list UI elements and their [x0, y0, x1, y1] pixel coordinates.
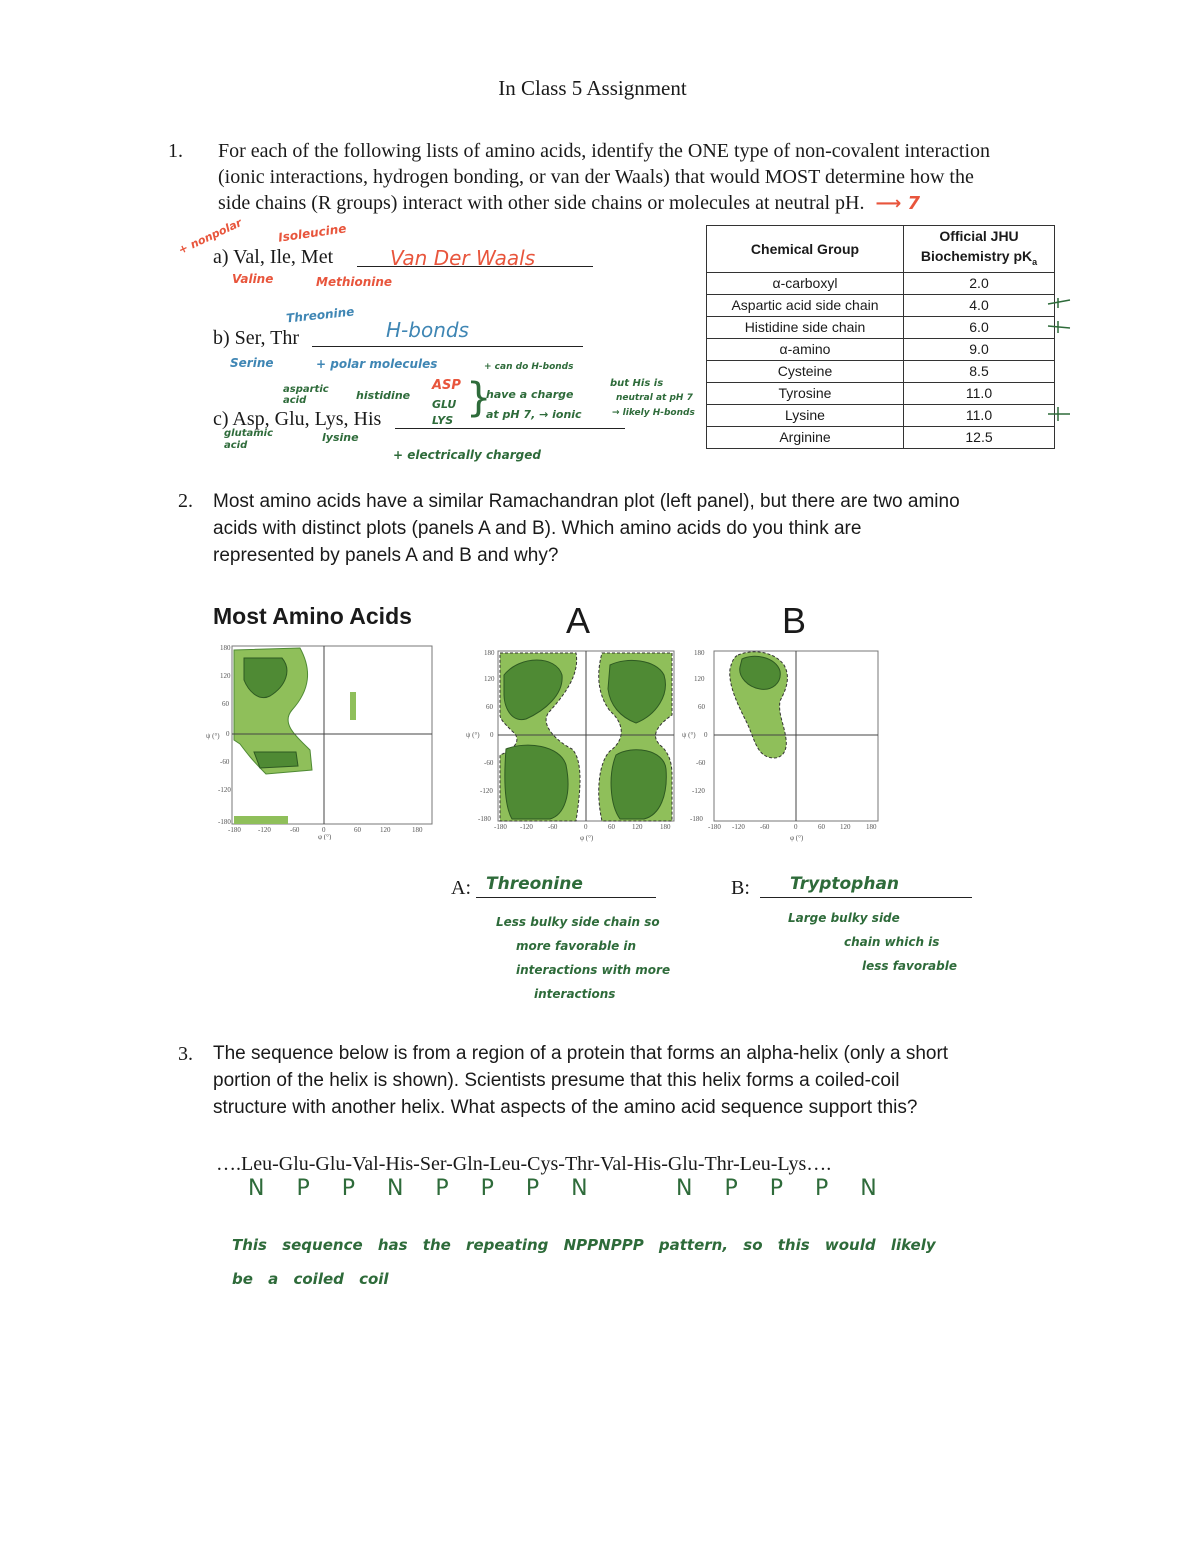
table-cell: 9.0: [904, 338, 1055, 360]
pka-table-wrap: [706, 225, 1055, 449]
table-row: [707, 316, 1055, 338]
page-title: In Class 5 Assignment: [498, 76, 687, 100]
q1a-answer: Van Der Waals: [390, 246, 536, 270]
q2-a-note-line-3: interactions with more: [516, 963, 671, 977]
tick-label: -60: [220, 758, 230, 766]
q2-a-note: [496, 910, 670, 1006]
q2-number: 2.: [178, 490, 193, 512]
table-cell: α-amino: [707, 338, 904, 360]
tick-mark-asp: [1048, 298, 1070, 308]
tick-label: -60: [290, 826, 300, 834]
q1-line-1: For each of the following lists of amino acids, identify the ONE type of non-covalent interaction: [218, 140, 991, 162]
ramachandran-most: [200, 640, 440, 840]
q1-arrow-note: ⟶ 7: [875, 193, 921, 214]
tick-label: -180: [708, 823, 721, 831]
table-cell: Tyrosine: [707, 382, 904, 404]
tick-label: 180: [866, 823, 877, 831]
note-methionine: Methionine: [316, 275, 393, 289]
tick-label: -60: [548, 823, 558, 831]
tick-label: 120: [632, 823, 643, 831]
region-dark-right-2: [611, 750, 666, 819]
q2-b-label: B:: [731, 877, 750, 899]
tick-label: 120: [380, 826, 391, 834]
table-cell: Aspartic acid side chain: [707, 294, 904, 316]
table-cell: Histidine side chain: [707, 316, 904, 338]
note-threonine: Threonine: [285, 304, 355, 326]
note-polar: + polar molecules: [316, 357, 438, 371]
q1-number: 1.: [168, 140, 183, 162]
table-row: [707, 272, 1055, 294]
pka-table-header: [707, 226, 1055, 273]
note-glu: GLU: [432, 398, 457, 411]
note-his-3: → likely H-bonds: [612, 408, 695, 418]
pka-header-group: Chemical Group: [707, 226, 904, 273]
note-glutamic: glutamic acid: [224, 428, 274, 451]
ramachandran-a: [460, 645, 680, 850]
x-ticks: [708, 823, 877, 831]
q1-line-2: (ionic interactions, hydrogen bonding, or van der Waals) that would MOST determine how the: [218, 166, 974, 188]
q3-text: [213, 1040, 1093, 1121]
note-isoleucine: Isoleucine: [277, 221, 348, 245]
note-lysine: lysine: [322, 431, 359, 444]
tick-mark-his: [1048, 321, 1070, 333]
x-axis-label: φ (°): [790, 834, 804, 842]
note-his-2: neutral at pH 7: [616, 393, 693, 403]
tick-label: 60: [818, 823, 825, 831]
tick-label: 60: [222, 700, 229, 708]
tick-label: 0: [226, 730, 230, 738]
q2-line-1: Most amino acids have a similar Ramachandran plot (left panel), but there are two amino: [213, 491, 960, 512]
q2-a-note-line-1: Less bulky side chain so: [496, 915, 660, 929]
region-dark-2: [254, 752, 298, 768]
note-brace: }: [466, 375, 492, 421]
q2-b-answer: Tryptophan: [790, 874, 900, 894]
tick-label: -180: [690, 815, 703, 823]
q2-a-answer: Threonine: [486, 874, 583, 894]
q3-answer-line-1: This sequence has the repeating NPPNPPP pattern, so this would likely: [232, 1236, 936, 1254]
note-aspartic: aspartic acid: [283, 384, 329, 406]
tick-label: 0: [704, 731, 708, 739]
q1-text: [218, 138, 1098, 217]
x-ticks: [494, 823, 671, 831]
note-histidine: histidine: [356, 389, 411, 402]
pka-table: [706, 225, 1055, 449]
region-dark-left-2: [505, 745, 568, 819]
y-axis-label: ψ (°): [466, 731, 480, 739]
q2-a-note-line-4: interactions: [534, 987, 616, 1001]
q1a-label: a) Val, Ile, Met: [213, 246, 334, 268]
table-cell: Lysine: [707, 404, 904, 426]
table-row: [707, 404, 1055, 426]
table-cell: Arginine: [707, 426, 904, 448]
q1b-blank[interactable]: [312, 346, 583, 347]
table-row: [707, 360, 1055, 382]
q1c-blank[interactable]: [395, 428, 625, 429]
table-row: [707, 338, 1055, 360]
q1b-label: b) Ser, Thr: [213, 327, 300, 349]
y-ticks: [478, 649, 495, 823]
table-cell: Cysteine: [707, 360, 904, 382]
q3-answer: [232, 1228, 936, 1296]
tick-label: 120: [484, 675, 495, 683]
tick-label: -60: [696, 759, 706, 767]
note-lys: LYS: [432, 414, 454, 427]
tick-label: 120: [694, 675, 705, 683]
table-cell: 11.0: [904, 382, 1055, 404]
pka-header-pka: Official JHU Biochemistry $pK_a$: [904, 226, 1055, 273]
y-axis-label: ψ (°): [206, 732, 220, 740]
region-bottom: [234, 816, 288, 824]
tick-label: -180: [228, 826, 241, 834]
note-can-h: + can do H-bonds: [484, 362, 574, 372]
tick-label: 0: [794, 823, 798, 831]
table-row: [707, 294, 1055, 316]
tick-label: -120: [480, 787, 493, 795]
panel-title-b: B: [782, 600, 807, 641]
q3-answer-line-2: be a coiled coil: [232, 1270, 389, 1288]
q3-line-3: structure with another helix. What aspects of the amino acid sequence support this?: [213, 1097, 918, 1118]
q1c-label: c) Asp, Glu, Lys, His: [213, 408, 382, 430]
q1-line-3-text: side chains (R groups) interact with other side chains or molecules at neutral pH.: [218, 192, 865, 214]
table-cell: 6.0: [904, 316, 1055, 338]
q3-line-1: The sequence below is from a region of a protein that forms an alpha-helix (only a short: [213, 1043, 949, 1064]
note-charged: + electrically charged: [393, 448, 541, 462]
note-nonpolar: + nonpolar: [176, 216, 244, 257]
tick-label: 60: [698, 703, 705, 711]
tick-label: 0: [322, 826, 326, 834]
tick-label: 0: [584, 823, 588, 831]
table-cell: α-carboxyl: [707, 272, 904, 294]
tick-label: 60: [486, 703, 493, 711]
table-cell: 4.0: [904, 294, 1055, 316]
table-cell: 12.5: [904, 426, 1055, 448]
q2-a-note-line-2: more favorable in: [516, 939, 637, 953]
panel-title-a: A: [566, 600, 591, 641]
q2-a-label: A:: [451, 877, 471, 899]
panel-title-most: Most Amino Acids: [213, 603, 412, 629]
note-his-1: but His is: [610, 378, 664, 389]
tick-label: 120: [840, 823, 851, 831]
region-small: [350, 692, 356, 720]
table-row: [707, 426, 1055, 448]
tick-label: -60: [484, 759, 494, 767]
tick-label: 180: [412, 826, 423, 834]
tick-label: -120: [218, 786, 231, 794]
q1b-answer: H-bonds: [386, 318, 469, 342]
tick-label: -120: [732, 823, 745, 831]
q3-pattern-1: N P P N P P P N: [248, 1176, 594, 1201]
q3-line-2: portion of the helix is shown). Scientists presume that this helix forms a coiled-coil: [213, 1070, 900, 1091]
tick-label: 120: [220, 672, 231, 680]
tick-label: -60: [760, 823, 770, 831]
table-tick-marks: [1040, 290, 1080, 430]
table-cell: 11.0: [904, 404, 1055, 426]
note-valine: Valine: [232, 272, 274, 286]
note-charge: have a charge: [486, 388, 574, 401]
tick-label: 180: [660, 823, 671, 831]
tick-label: -120: [692, 787, 705, 795]
tick-mark-lys: [1048, 407, 1070, 421]
note-serine: Serine: [230, 356, 274, 370]
q2-line-2: acids with distinct plots (panels A and B). Which amino acids do you think are: [213, 518, 862, 539]
tick-label: 0: [490, 731, 494, 739]
tick-label: 60: [354, 826, 361, 834]
tick-label: 180: [484, 649, 495, 657]
q2-b-blank[interactable]: [760, 897, 972, 898]
x-axis-label: φ (°): [580, 834, 594, 842]
tick-label: 180: [694, 649, 705, 657]
q3-pattern-2: N P P P N: [676, 1176, 883, 1201]
tick-label: 60: [608, 823, 615, 831]
q2-text: [213, 488, 1093, 569]
y-axis-label: ψ (°): [682, 731, 696, 739]
q2-b-note-line-3: less favorable: [862, 959, 957, 973]
q1-line-3: [218, 190, 1098, 217]
ramachandran-b: [680, 645, 890, 850]
tick-label: -180: [494, 823, 507, 831]
tick-label: -180: [478, 815, 491, 823]
q2-line-3: represented by panels A and B and why?: [213, 545, 559, 566]
note-asp: ASP: [432, 378, 461, 393]
tick-label: -120: [258, 826, 271, 834]
tick-label: -120: [520, 823, 533, 831]
q2-b-note-line-1: Large bulky side: [788, 911, 900, 925]
tick-label: 180: [220, 644, 231, 652]
table-cell: 8.5: [904, 360, 1055, 382]
q3-sequence: ….Leu-Glu-Glu-Val-His-Ser-Gln-Leu-Cys-Thr-Val-His-Glu-Thr-Leu-Lys….: [216, 1153, 832, 1175]
x-axis-label: φ (°): [318, 833, 332, 840]
q3-number: 3.: [178, 1043, 193, 1065]
tick-label: -180: [218, 818, 231, 826]
q2-b-note: [788, 906, 957, 978]
q2-a-blank[interactable]: [476, 897, 656, 898]
q2-b-note-line-2: chain which is: [844, 935, 940, 949]
table-cell: 2.0: [904, 272, 1055, 294]
table-row: [707, 382, 1055, 404]
note-ph7: at pH 7, → ionic: [486, 408, 582, 421]
y-ticks: [218, 644, 231, 826]
